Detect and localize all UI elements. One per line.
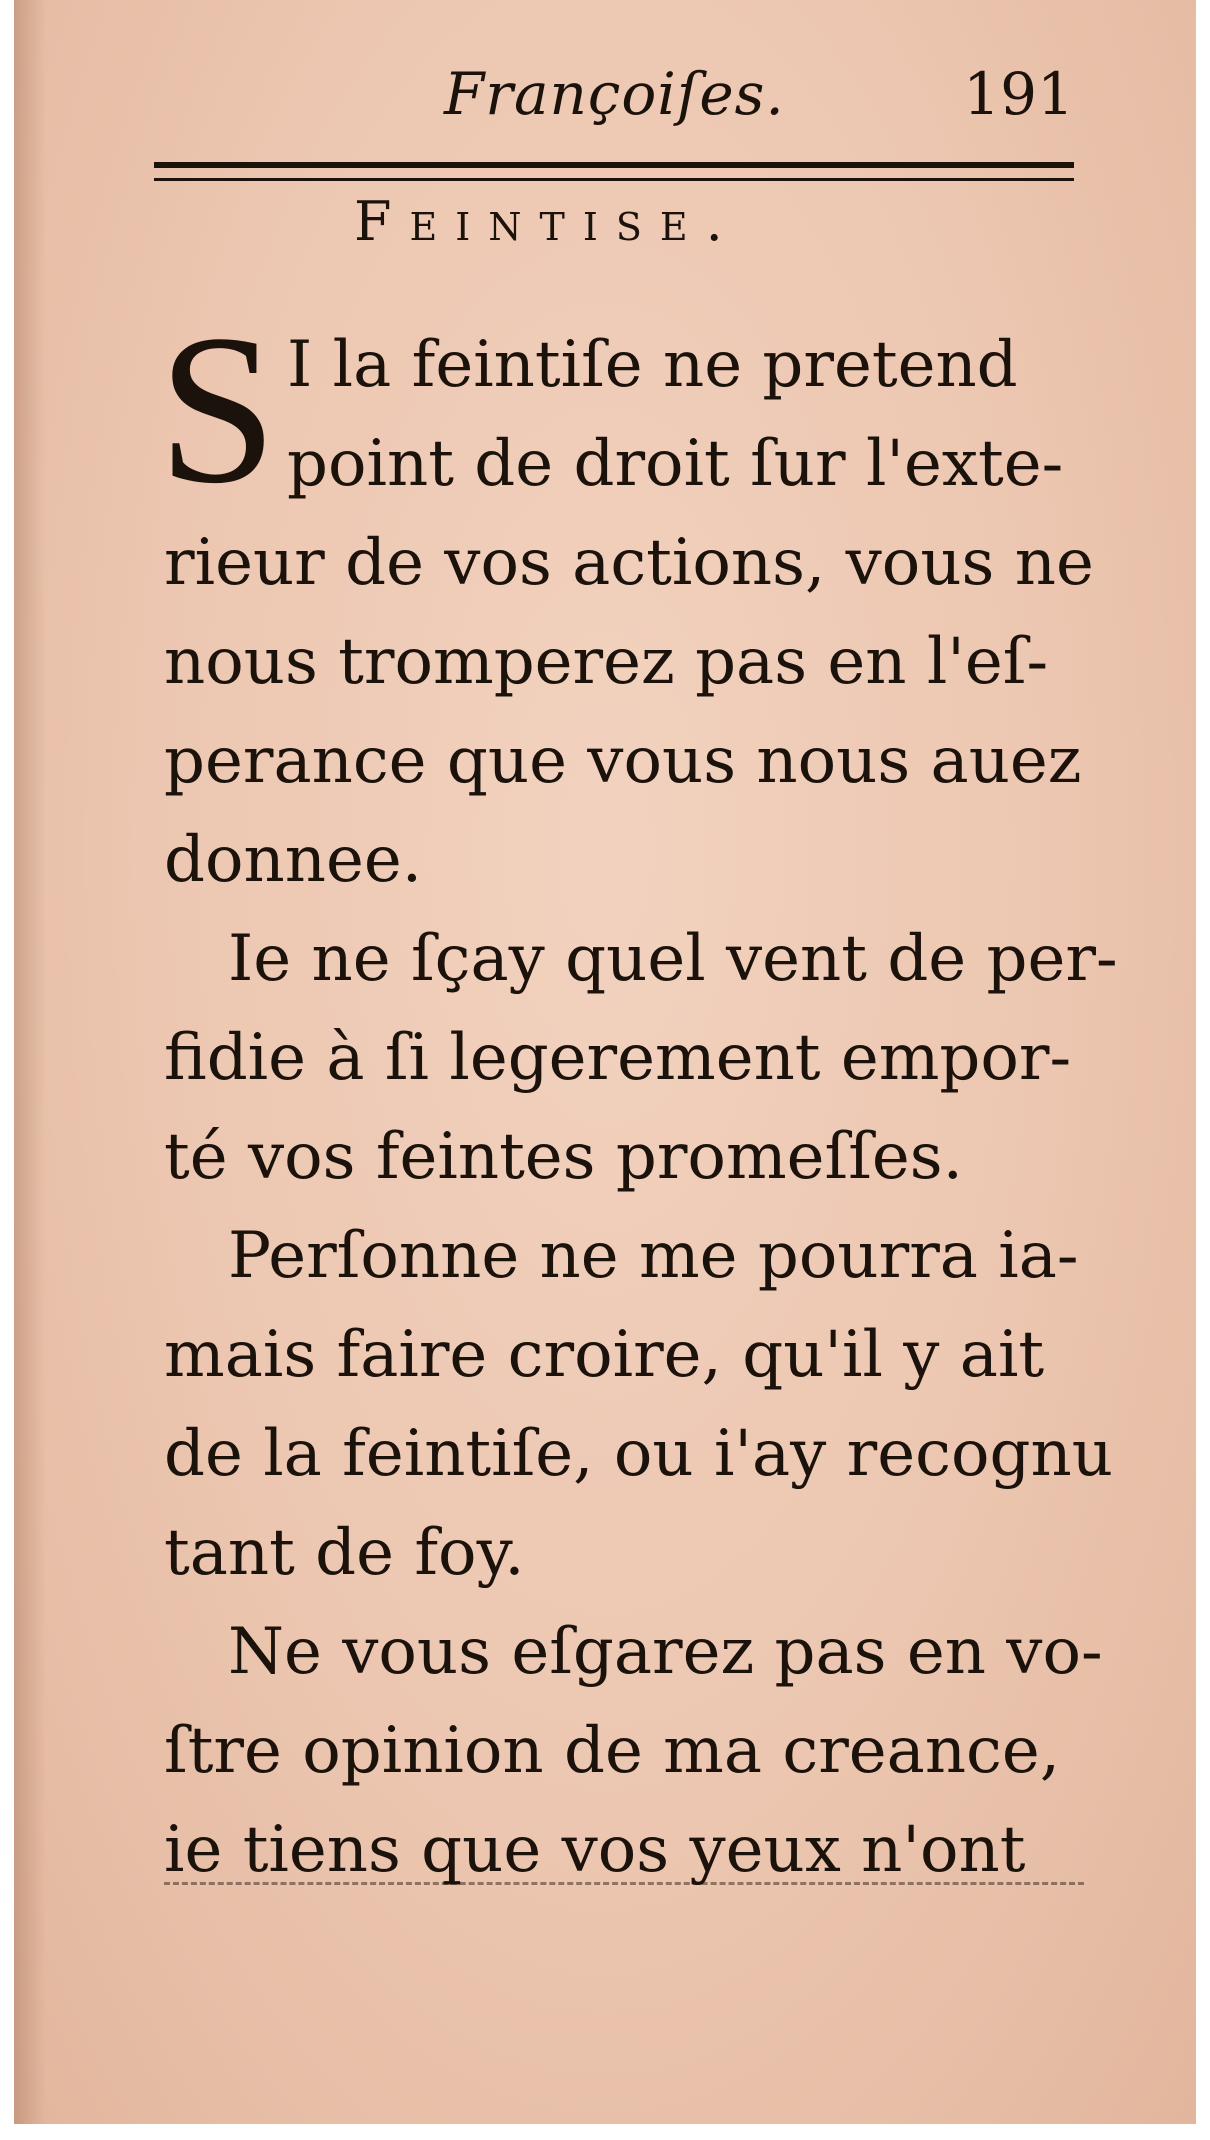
bottom-rule	[164, 1882, 1084, 1885]
body-text	[158, 291, 1118, 1900]
text-line: Ie ne ſçay quel vent de per-	[228, 922, 1118, 996]
page-number: 191	[963, 60, 1074, 128]
paragraph-3	[164, 1207, 1113, 1603]
running-title: Françoiſes.	[444, 60, 785, 128]
text-line: perance que vous nous auez	[164, 724, 1082, 798]
drop-cap: S	[158, 291, 278, 528]
text-line: Perſonne ne me pourra ia-	[228, 1219, 1079, 1293]
text-line: Ne vous eſgarez pas en vo-	[228, 1615, 1103, 1689]
header-rule	[154, 162, 1074, 181]
text-line: nous tromperez pas en l'eſ-	[164, 625, 1049, 699]
text-line: point de droit ſur l'exte-	[287, 427, 1064, 501]
text-line: fidie à ſi legerement empor-	[164, 1021, 1072, 1095]
section-title: Feintise.	[354, 190, 741, 253]
text-line: tant de foy.	[164, 1516, 525, 1590]
paragraph-1	[158, 291, 1094, 910]
running-head	[164, 50, 1074, 140]
text-line: ie tiens que vos yeux n'ont	[164, 1813, 1026, 1887]
text-line: té vos feintes promeſſes.	[164, 1120, 963, 1194]
text-line: de la feintiſe, ou i'ay recognu	[164, 1417, 1113, 1491]
text-line: ſtre opinion de ma creance,	[164, 1714, 1061, 1788]
text-line: I la feintiſe ne pretend	[287, 328, 1018, 402]
paragraph-2	[164, 910, 1118, 1207]
text-line: mais faire croire, qu'il y ait	[164, 1318, 1045, 1392]
text-line: donnee.	[164, 823, 423, 897]
text-line: rieur de vos actions, vous ne	[164, 526, 1094, 600]
paragraph-4	[164, 1603, 1103, 1900]
book-page	[14, 0, 1196, 2124]
